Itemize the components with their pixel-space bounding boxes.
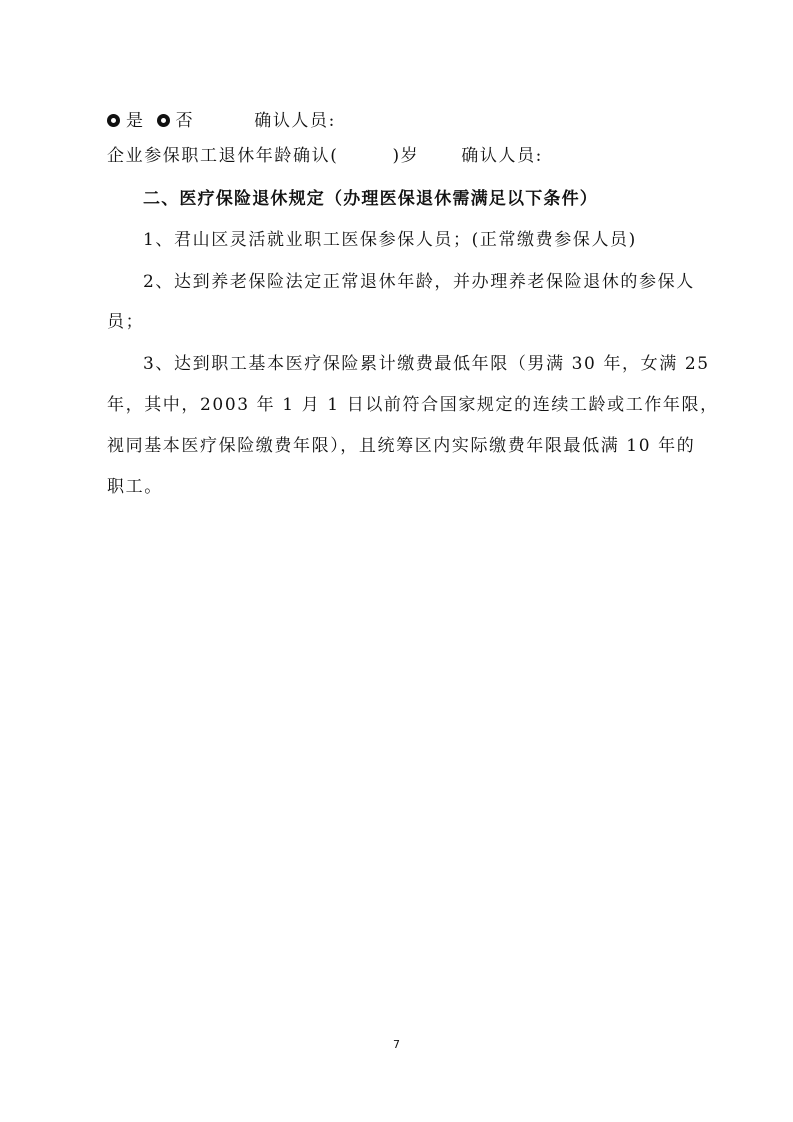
age-confirm-label: 企业参保职工退休年龄确认 <box>107 146 331 166</box>
condition-item-2-line-2: 员； <box>107 312 145 332</box>
no-label: 否 <box>175 111 195 131</box>
condition-item-2-line-1: 2、达到养老保险法定正常退休年龄，并办理养老保险退休的参保人 <box>143 272 695 292</box>
age-confirmer-label: 确认人员: <box>461 146 544 166</box>
confirmer-label: 确认人员: <box>254 111 336 131</box>
condition-item-3-line-4: 职工。 <box>107 477 163 497</box>
close-paren-age-unit: )岁 <box>392 146 420 166</box>
condition-item-3-line-1: 3、达到职工基本医疗保险累计缴费最低年限（男满 30 年，女满 25 <box>143 354 710 374</box>
retirement-confirm-row <box>107 110 336 132</box>
condition-item-3-line-3: 视同基本医疗保险缴费年限），且统筹区内实际缴费年限最低满 10 年的 <box>107 436 696 456</box>
open-paren: ( <box>330 146 339 166</box>
condition-item-3-line-2: 年，其中，2003 年 1 月 1 日以前符合国家规定的连续工龄或工作年限， <box>107 395 719 415</box>
condition-item-1: 1、君山区灵活就业职工医保参保人员；(正常缴费参保人员) <box>143 230 637 250</box>
yes-radio-icon[interactable] <box>107 114 120 127</box>
section-heading: 二、医疗保险退休规定（办理医保退休需满足以下条件） <box>143 189 598 209</box>
retirement-age-row <box>107 145 543 167</box>
page-number: 7 <box>393 1038 400 1051</box>
yes-label: 是 <box>126 111 145 131</box>
no-radio-icon[interactable] <box>157 114 170 127</box>
